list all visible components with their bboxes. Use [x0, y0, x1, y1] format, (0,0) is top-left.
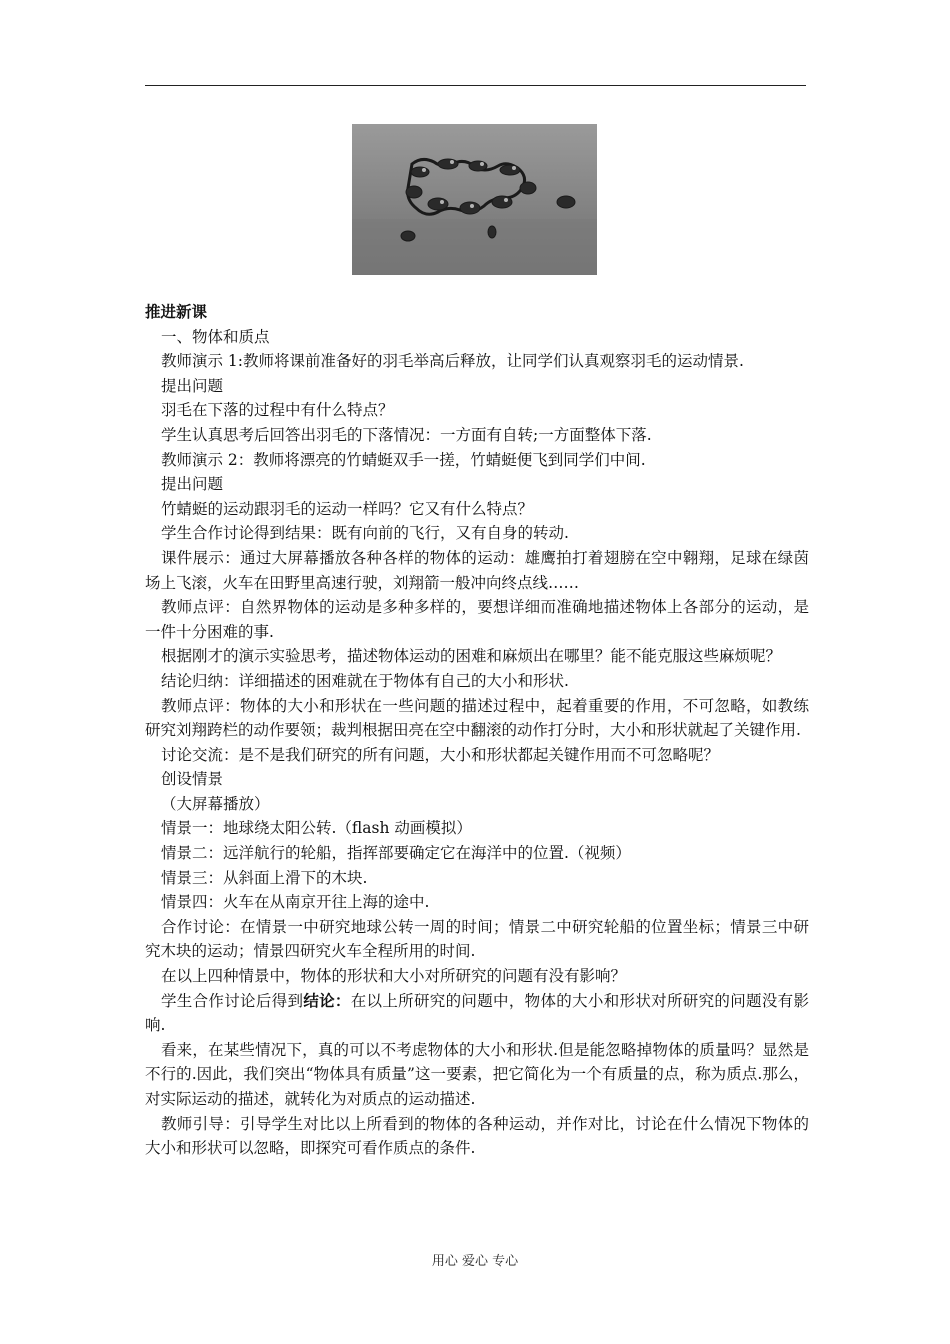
paragraph: 教师点评：物体的大小和形状在一些问题的描述过程中，起着重要的作用，不可忽略，如教练研究刘翔跨栏的动作要领；裁判根据田亮在空中翻滚的动作打分时，大小和形状就起了关键作用.	[145, 696, 809, 740]
paragraph: 情景四：火车在从南京开往上海的途中.	[161, 893, 430, 912]
paragraph: 创设情景	[161, 770, 224, 789]
lesson-content	[145, 300, 809, 1161]
paragraph: 羽毛在下落的过程中有什么特点？	[161, 401, 394, 420]
paragraph: 课件展示：通过大屏幕播放各种各样的物体的运动：雄鹰拍打着翅膀在空中翱翔，足球在绿茵场上飞滚，火车在田野里高速行驶，刘翔箭一般冲向终点线……	[145, 548, 809, 592]
paragraph: 教师演示 1:教师将课前准备好的羽毛举高后释放，让同学们认真观察羽毛的运动情景.	[161, 352, 744, 371]
paragraph: 教师演示 2：教师将漂亮的竹蜻蜓双手一搓，竹蜻蜓便飞到同学们中间.	[161, 450, 646, 469]
conclusion-text: 在以上所研究的问题中，物体的大小和形状对所研究的问题没有影响.	[145, 991, 809, 1035]
paragraph: 情景三：从斜面上滑下的木块.	[161, 868, 368, 887]
paragraph: 在以上四种情景中，物体的形状和大小对所研究的问题有没有影响？	[161, 967, 627, 986]
paragraph: 教师点评：自然界物体的运动是多种多样的，要想详细而准确地描述物体上各部分的运动，是一件十分困难的事.	[145, 598, 809, 641]
skydivers-photo	[352, 124, 597, 275]
paragraph: 看来，在某些情况下，真的可以不考虑物体的大小和形状.但是能忽略掉物体的质量吗？显然是不行的.因此，我们突出“物体具有质量”这一要素，把它简化为一个有质量的点，称为质点.那么，对实际运动的描述，就转化为对质点的运动描述.	[145, 1040, 809, 1108]
paragraph: 一、物体和质点	[161, 327, 270, 346]
paragraph: 情景二：远洋航行的轮船，指挥部要确定它在海洋中的位置.（视频）	[161, 844, 631, 863]
conclusion-label: 结论：	[303, 991, 351, 1010]
paragraph: （大屏幕播放）	[161, 794, 270, 813]
paragraph: 竹蜻蜓的运动跟羽毛的运动一样吗？它又有什么特点？	[161, 499, 534, 518]
header-rule	[145, 85, 806, 86]
paragraph: 情景一：地球绕太阳公转.（flash 动画模拟）	[161, 819, 472, 838]
section-title: 推进新课	[145, 303, 208, 321]
paragraph: 合作讨论：在情景一中研究地球公转一周的时间；情景二中研究轮船的位置坐标；情景三中研究木块的运动；情景四研究火车全程所用的时间.	[145, 917, 809, 961]
paragraph: 讨论交流：是不是我们研究的所有问题，大小和形状都起关键作用而不可忽略呢？	[161, 745, 720, 764]
page-footer: 用心 爱心 专心	[431, 1254, 519, 1269]
paragraph: 结论归纳：详细描述的困难就在于物体有自己的大小和形状.	[161, 671, 569, 690]
paragraph: 根据刚才的演示实验思考，描述物体运动的困难和麻烦出在哪里？能不能克服这些麻烦呢？	[161, 647, 782, 666]
paragraph: 学生认真思考后回答出羽毛的下落情况：一方面有自转;一方面整体下落.	[161, 425, 652, 444]
paragraph: 学生合作讨论得到结果：既有向前的飞行，又有自身的转动.	[161, 524, 569, 543]
paragraph: 教师引导：引导学生对比以上所看到的物体的各种运动，并作对比，讨论在什么情况下物体的大小和形状可以忽略，即探究可看作质点的条件.	[145, 1114, 809, 1158]
paragraph: 提出问题	[161, 475, 224, 494]
paragraph: 提出问题	[161, 376, 224, 395]
conclusion-paragraph	[145, 989, 809, 1038]
conclusion-prefix: 学生合作讨论后得到	[161, 991, 304, 1010]
